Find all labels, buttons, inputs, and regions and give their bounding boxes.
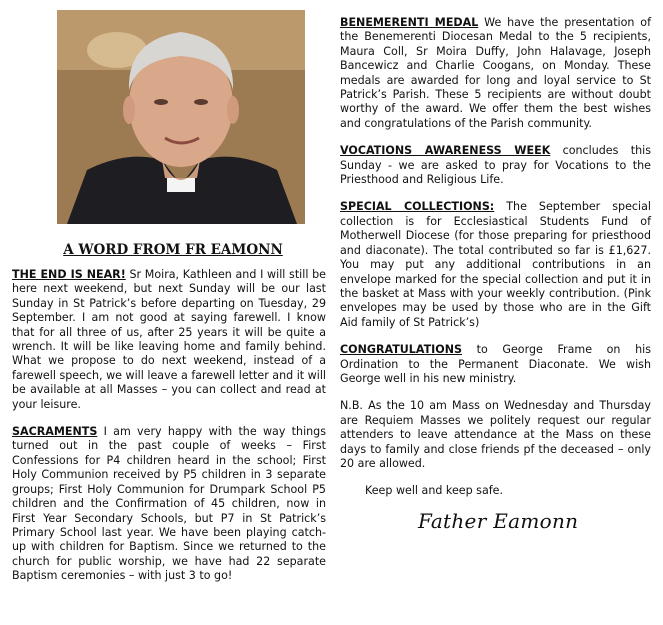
sacraments-paragraph xyxy=(12,425,326,583)
signature: Father Eamonn xyxy=(418,509,579,534)
nb-paragraph: N.B. As the 10 am Mass on Wednesday and Thursday are Requiem Masses we politely request our regular attenders to leave attendance at the Mass on these days to family and close friends pf the deceased – only 20 are allowed. xyxy=(340,399,651,470)
benemerenti-text: We have the presentation of the Benemerenti Diocesan Medal to the 5 recipients, Maura Coll, Sr Moira Duffy, John Halavage, Joseph Bancewicz and Charlie Coogans, on Monday. These medals are awarded for long and loyal service to St Patrick’s Parish. These 5 recipients are without doubt worthy of the award. We offer them the best wishes and congratulations of the Parish community. xyxy=(340,16,651,130)
end-is-near-text: Sr Moira, Kathleen and I will still be here next weekend, but next Sunday will be our last Sunday in St Patrick’s before departing on Tuesday, 29 September. I am not good at saying farewell. I know that for all three of us, after 25 years it will be quite a wrench. It will be like leaving home and family behind. What we propose to do next weekend, instead of a farewell speech, we will leave a farewell letter and it will be available at all Masses – you can collect and read at your leisure. xyxy=(12,268,326,411)
sacraments-label: SACRAMENTS xyxy=(12,425,98,439)
benemerenti-label: BENEMERENTI MEDAL xyxy=(340,16,479,29)
word-heading: A WORD FROM FR EAMONN xyxy=(63,242,283,258)
congratulations-label: CONGRATULATIONS xyxy=(340,343,462,357)
special-collections-paragraph xyxy=(340,200,651,330)
signoff-text: Keep well and keep safe. xyxy=(365,484,504,498)
left-column xyxy=(12,10,326,597)
vocations-text: concludes this Sunday - we are asked to pray for Vocations to the Priesthood and Religious Life. xyxy=(340,144,651,187)
sacraments-text: I am very happy with the way things turned out in the past couple of weeks – First Confessions for P4 children heard in the school; First Holy Communion received by P5 children in 3 separate groups; First Holy Communion for Drumpark School P5 children and the Confirmation of 45 children, now in First Year Secondary Schools, but P7 in St Patrick’s Primary School last year. We have been playing catch-up with children for Baptism. Since we returned to the church for public worship, we have had 22 separate Baptism ceremonies – with just 3 to go! xyxy=(12,425,326,583)
congratulations-paragraph xyxy=(340,343,651,386)
special-collections-text: The September special collection is for Ecclesiastical Students Fund of Motherwell Diocese (for those preparing for priesthood and diaconate). The total contributed so far is £1,627. You may put any additional contributions in an envelope marked for the special collection and put it in the basket at Mass with your weekly contribution. (Pink envelopes may be used by those who are in the Gift Aid family of St Patrick’s) xyxy=(340,200,651,329)
priest-portrait-illustration xyxy=(57,10,305,224)
special-collections-label: SPECIAL COLLECTIONS: xyxy=(340,200,495,214)
right-column xyxy=(340,16,651,533)
vocations-paragraph xyxy=(340,144,651,187)
vocations-label: VOCATIONS AWARENESS WEEK xyxy=(340,144,551,158)
priest-photo xyxy=(57,10,305,224)
end-is-near-paragraph xyxy=(12,268,326,412)
congratulations-text: to George Frame on his Ordination to the Permanent Diaconate. We wish George well in his new ministry. xyxy=(340,343,651,385)
end-is-near-label: THE END IS NEAR! xyxy=(12,268,126,281)
benemerenti-paragraph xyxy=(340,16,651,131)
